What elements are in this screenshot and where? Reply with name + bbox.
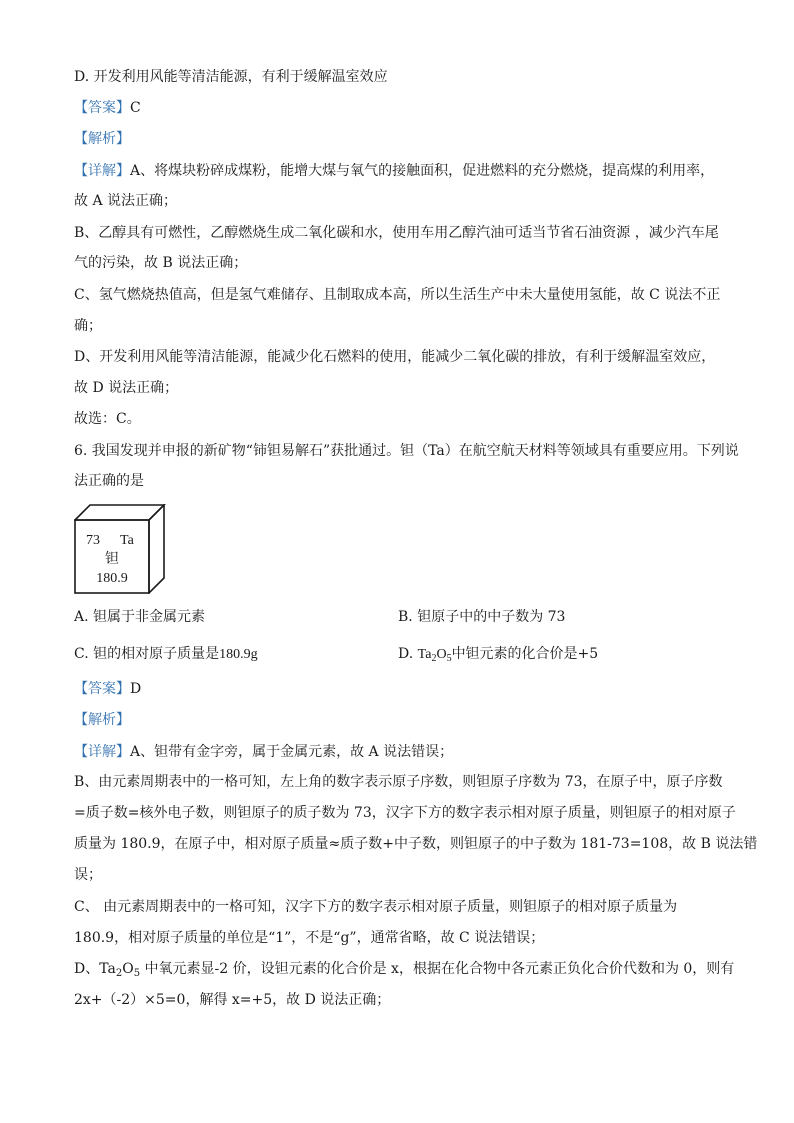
q6-answer [74,679,734,699]
q5-detail-b1: B、乙醇具有可燃性，乙醇燃烧生成二氧化碳和水，使用车用乙醇汽油可适当节省石油资源 ，减少汽车尾 [74,225,719,241]
q6-option-b: B. 钽原子中的中子数为 73 [398,609,566,625]
formula-ta2o5: $Ta_2O_5$ [417,647,452,664]
cube-side-face [149,505,164,593]
answer-value: D [130,681,142,697]
periodic-table-cell [74,504,166,598]
q6-analysis-tag: 【解析】 [74,712,130,728]
q6-option-a: A. 钽属于非金属元素 [74,609,206,625]
q6-detail-d2: 2x+（-2）×5=0，解得 x=+5，故 D 说法正确； [74,992,391,1008]
q5-conclusion: 故选：C。 [74,411,141,427]
answer-value: C [130,100,141,116]
atomic-number: 73 [86,533,100,548]
q5-detail-a1: 【详解】A、将煤块粉碎成煤粉，能增大煤与氧气的接触面积，促进燃料的充分燃烧，提高煤的利用率， [74,163,715,179]
q6-detail-b4: 误； [74,867,102,883]
q6-option-d: D. $Ta_2O_5$中钽元素的化合价是+5 [398,646,599,664]
q6-detail-c2: 180.9，相对原子质量的单位是“1”，不是“g”，通常省略，故 C 说法错误； [74,930,545,946]
q5-detail-c1: C、氢气燃烧热值高，但是氢气难储存、且制取成本高，所以生活生产中未大量使用氢能，故 C 说法不正 [74,287,721,303]
q6-stem-line2: 法正确的是 [74,473,144,489]
q5-detail-d2: 故 D 说法正确； [74,380,179,396]
q6-option-c: C. 钽的相对原子质量是180.9g [74,646,258,662]
q5-detail-d1: D、开发利用风能等清洁能源，能减少化石燃料的使用，能减少二氧化碳的排放，有利于缓解温室效应， [74,349,716,365]
detail-tag: 【详解】 [74,744,130,760]
q5-detail-a2: 故 A 说法正确； [74,193,178,209]
answer-tag: 【答案】 [74,681,130,697]
element-name: 钽 [105,551,119,567]
q5-analysis-tag: 【解析】 [74,131,130,147]
element-symbol: Ta [120,533,134,548]
detail-tag: 【详解】 [74,163,130,179]
atomic-mass: 180.9 [96,571,128,586]
q6-stem-line1: 6. 我国发现并申报的新矿物“铈钽易解石”获批通过。钽（Ta）在航空航天材料等领域具有重要应用。下列说 [74,443,739,459]
q6-detail-b1: B、由元素周期表中的一格可知，左上角的数字表示原子序数，则钽原子序数为 73，在原子中，原子序数 [74,774,723,790]
answer-tag: 【答案】 [74,100,130,116]
q6-detail-b2: =质子数=核外电子数，则钽原子的质子数为 73，汉字下方的数字表示相对原子质量，则钽原子的相对原子 [74,805,736,821]
q6-detail-c1: C、 由元素周期表中的一格可知，汉字下方的数字表示相对原子质量，则钽原子的相对原子质量为 [74,899,678,915]
q5-option-d: D. 开发利用风能等清洁能源，有利于缓解温室效应 [74,69,388,85]
element-cube-figure [74,504,166,594]
q6-detail-b3: 质量为 180.9，在原子中，相对原子质量≈质子数+中子数，则钽原子的中子数为 181-73=108，故 B 说法错 [74,836,758,852]
q5-answer [74,98,734,118]
q5-detail-c2: 确； [74,318,102,334]
q6-detail-a: 【详解】A、钽带有金字旁，属于金属元素，故 A 说法错误； [74,744,454,760]
q6-detail-d1: D、$Ta_2O_5$ 中氧元素显-2 价，设钽元素的化合价是 x，根据在化合物中各元素正负化合价代数和为 0，则有 [74,961,735,979]
q5-detail-b2: 气的污染，故 B 说法正确； [74,255,248,271]
